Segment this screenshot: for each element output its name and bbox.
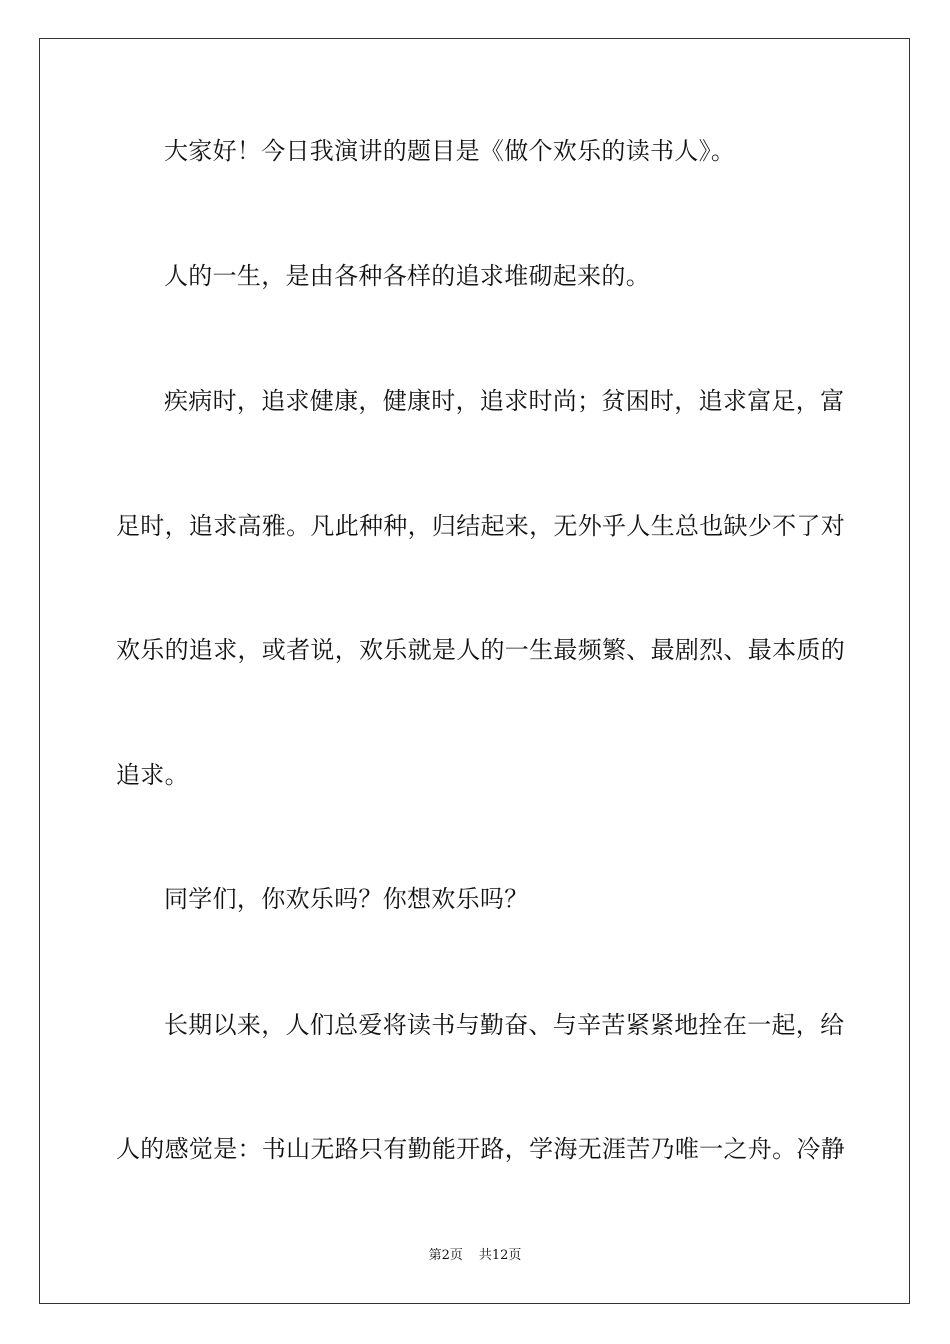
- paragraph-line-pursuits-1: 疾病时，追求健康，健康时，追求时尚；贫困时，追求富足，富: [164, 387, 845, 415]
- page-number-total: 共12页: [478, 1248, 522, 1263]
- paragraph-line-life-pursuit: 人的一生，是由各种各样的追求堆砌起来的。: [164, 262, 650, 290]
- page-border: [39, 38, 910, 1304]
- paragraph-line-pursuits-4: 追求。: [116, 761, 189, 789]
- paragraph-line-greeting: 大家好！今日我演讲的题目是《做个欢乐的读书人》。: [164, 137, 736, 165]
- paragraph-line-question: 同学们，你欢乐吗？你想欢乐吗？: [164, 885, 529, 913]
- paragraph-line-pursuits-3: 欢乐的追求，或者说，欢乐就是人的一生最频繁、最剧烈、最本质的: [116, 636, 845, 664]
- paragraph-line-pursuits-2: 足时，追求高雅。凡此种种，归结起来，无外乎人生总也缺少不了对: [116, 512, 845, 540]
- page-footer: [0, 1247, 950, 1265]
- paragraph-line-reading-1: 长期以来，人们总爱将读书与勤奋、与辛苦紧紧地拴在一起，给: [164, 1011, 845, 1039]
- page-number-current: 第2页: [428, 1248, 463, 1263]
- paragraph-line-reading-2: 人的感觉是：书山无路只有勤能开路，学海无涯苦乃唯一之舟。冷静: [116, 1135, 845, 1163]
